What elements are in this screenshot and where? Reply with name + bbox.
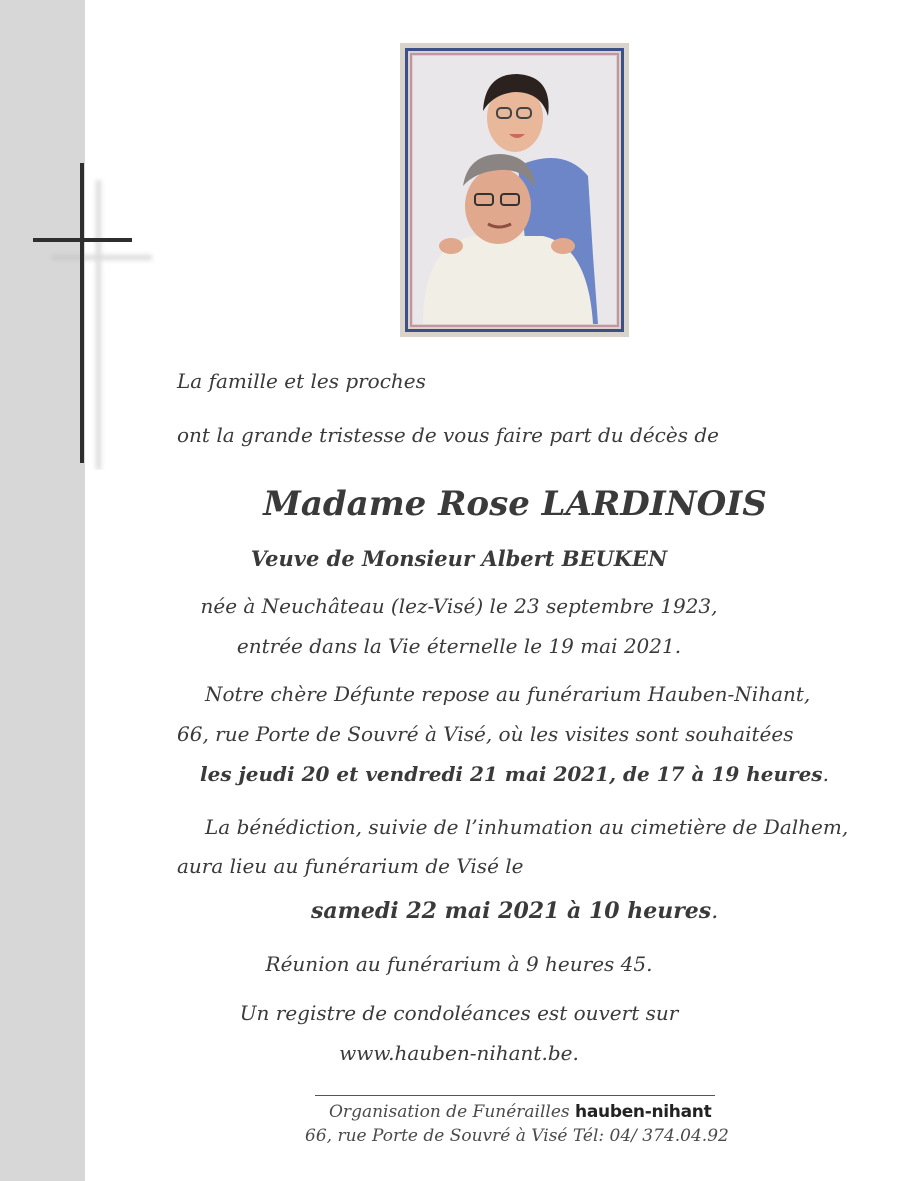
footer-divider <box>315 1095 715 1096</box>
footer-org-prefix: Organisation de Funérailles <box>329 1102 570 1122</box>
deceased-name: Madame Rose LARDINOIS <box>263 484 767 524</box>
visitation-dates-bold: les jeudi 20 et vendredi 21 mai 2021, de 17 à 19 heures <box>200 762 823 786</box>
cross-icon <box>30 160 155 470</box>
intro-line-1: La famille et les proches <box>177 369 426 393</box>
couple-photo-image <box>413 56 616 324</box>
brand-logo: hauben-nihant <box>575 1102 712 1122</box>
birth-info: née à Neuchâteau (lez-Visé) le 23 septembre 1923, <box>200 594 718 618</box>
portrait-photo <box>400 43 629 337</box>
ceremony-line-1: La bénédiction, suivie de l’inhumation au cimetière de Dalhem, <box>205 815 849 839</box>
ceremony-date-bold: samedi 22 mai 2021 à 10 heures <box>311 898 712 924</box>
visitation-line-1: Notre chère Défunte repose au funérarium Hauben-Nihant, <box>205 682 811 706</box>
widow-of: Veuve de Monsieur Albert BEUKEN <box>250 546 668 571</box>
footer-org <box>329 1102 711 1122</box>
condolences-url[interactable]: www.hauben-nihant.be. <box>339 1041 579 1065</box>
ceremony-date-end: . <box>711 899 719 924</box>
condolences-line: Un registre de condoléances est ouvert sur <box>239 1001 679 1025</box>
intro-line-2: ont la grande tristesse de vous faire part du décès de <box>177 423 719 447</box>
death-info: entrée dans la Vie éternelle le 19 mai 2021. <box>236 634 682 658</box>
footer-address: 66, rue Porte de Souvré à Visé Tél: 04/ 374.04.92 <box>305 1126 729 1146</box>
visitation-dates <box>200 762 829 786</box>
meeting-info: Réunion au funérarium à 9 heures 45. <box>265 952 653 976</box>
visitation-dates-end: . <box>822 762 829 786</box>
ceremony-line-2: aura lieu au funérarium de Visé le <box>177 854 524 878</box>
ceremony-date <box>311 898 718 924</box>
visitation-line-2: 66, rue Porte de Souvré à Visé, où les visites sont souhaitées <box>177 722 794 746</box>
